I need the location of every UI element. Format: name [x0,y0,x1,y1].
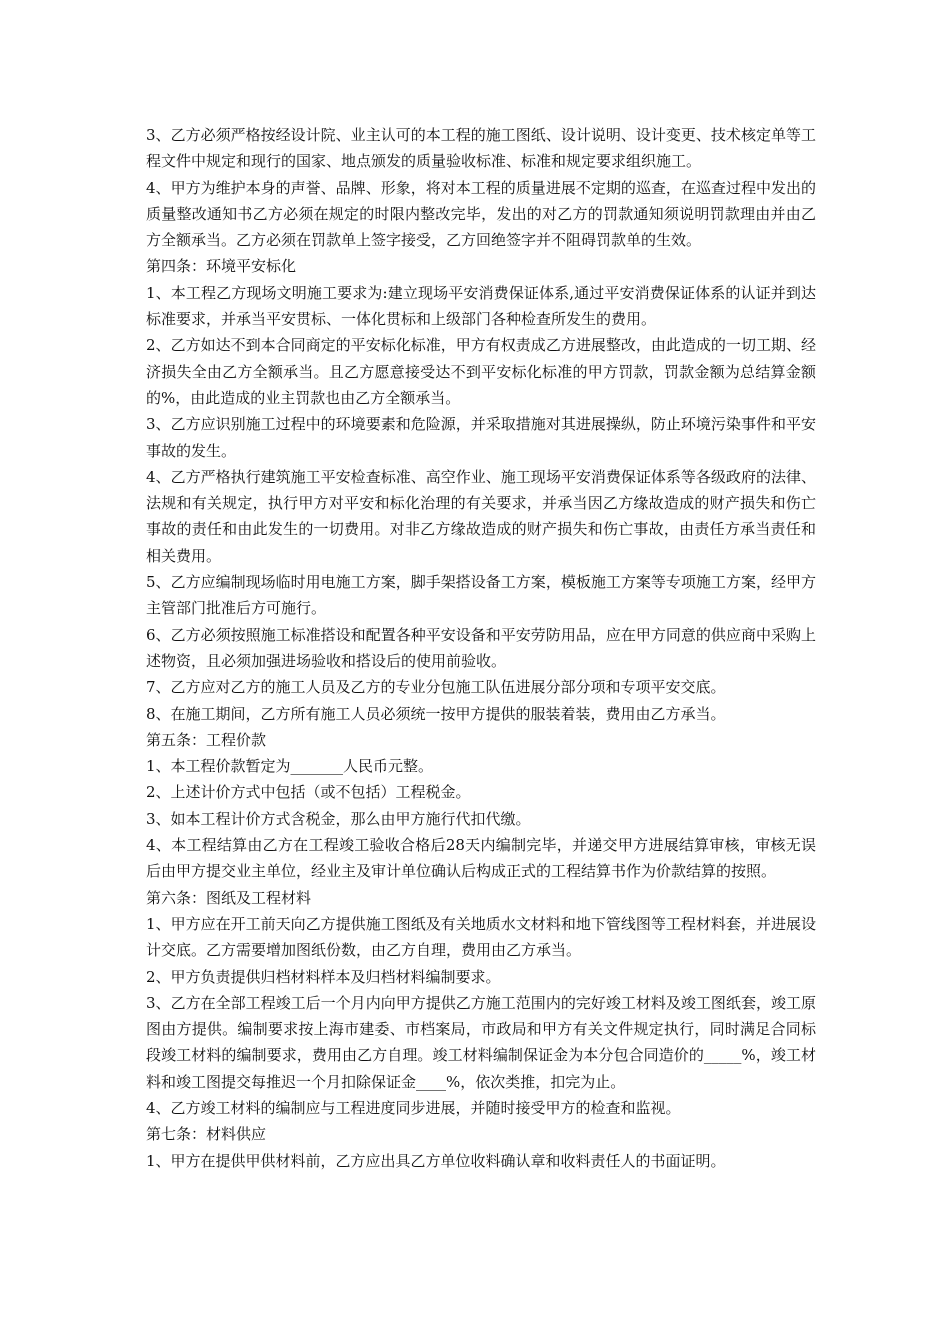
paragraph-clause-4-5: 5、乙方应编制现场临时用电施工方案，脚手架搭设备工方案，模板施工方案等专项施工方案，经甲方主管部门批准后方可施行。 [146,573,816,618]
paragraph-clause-4-2: 2、乙方如达不到本合同商定的平安标化标准，甲方有权责成乙方进展整改，由此造成的一切工期、经济损失全由乙方全额承当。且乙方愿意接受达不到平安标化标准的甲方罚款，罚款金额为总结算金额的%，由此造成的业主罚款也由乙方全额承当。 [146,336,816,407]
section-heading-article-4: 第四条：环境平安标化 [146,257,297,276]
paragraph-clause-5-2: 2、上述计价方式中包括（或不包括）工程税金。 [146,783,471,802]
paragraph-clause-3-1: 3、乙方必须严格按经设计院、业主认可的本工程的施工图纸、设计说明、设计变更、技术核定单等工程文件中规定和现行的国家、地点颁发的质量验收标准、标准和规定要求组织施工。 [146,126,816,171]
paragraph-clause-6-1: 1、甲方应在开工前天向乙方提供施工图纸及有关地质水文材料和地下管线图等工程材料套，并进展设计交底。乙方需要增加图纸份数，由乙方自理，费用由乙方承当。 [146,914,816,960]
section-heading-article-5: 第五条：工程价款 [146,730,267,749]
paragraph-clause-5-4: 4、本工程结算由乙方在工程竣工验收合格后28天内编制完毕，并递交甲方进展结算审核，审核无误后由甲方提交业主单位，经业主及审计单位确认后构成正式的工程结算书作为价款结算的按照。 [146,836,816,881]
paragraph-clause-4-6: 6、乙方必须按照施工标准搭设和配置各种平安设备和平安劳防用品，应在甲方同意的供应商中采购上述物资，且必须加强进场验收和搭设后的使用前验收。 [146,625,816,670]
paragraph-clause-6-2: 2、甲方负责提供归档材料样本及归档材料编制要求。 [146,967,501,986]
section-heading-article-7: 第七条：材料供应 [146,1125,267,1144]
paragraph-clause-4-3: 3、乙方应识别施工过程中的环境要素和危险源，并采取措施对其进展操纵，防止环境污染事件和平安事故的发生。 [146,415,816,460]
paragraph-clause-6-4: 4、乙方竣工材料的编制应与工程进度同步进展，并随时接受甲方的检查和监视。 [146,1098,681,1117]
paragraph-clause-3-4: 4、甲方为维护本身的声誉、品牌、形象，将对本工程的质量进展不定期的巡查，在巡查过程中发出的质量整改通知书乙方必须在规定的时限内整改完毕，发出的对乙方的罚款通知须说明罚款理由并由乙方全额承当。乙方必须在罚款单上签字接受，乙方回绝签字并不阻碍罚款单的生效。 [146,178,816,250]
paragraph-clause-4-1: 1、本工程乙方现场文明施工要求为:建立现场平安消费保证体系,通过平安消费保证体系的认证并到达标准要求，并承当平安贯标、一体化贯标和上级部门各种检查所发生的费用。 [146,283,816,329]
paragraph-clause-4-8: 8、在施工期间，乙方所有施工人员必须统一按甲方提供的服装着装，费用由乙方承当。 [146,704,726,723]
document-page [146,122,816,1174]
paragraph-clause-4-7: 7、乙方应对乙方的施工人员及乙方的专业分包施工队伍进展分部分项和专项平安交底。 [146,678,726,697]
paragraph-clause-5-1: 1、本工程价款暂定为_______人民币元整。 [146,757,434,776]
paragraph-clause-7-1: 1、甲方在提供甲供材料前，乙方应出具乙方单位收料确认章和收料责任人的书面证明。 [146,1151,726,1170]
paragraph-clause-4-4: 4、乙方严格执行建筑施工平安检查标准、高空作业、施工现场平安消费保证体系等各级政府的法律、法规和有关规定，执行甲方对平安和标化治理的有关要求，并承当因乙方缘故造成的财产损失和伤亡事故的责任和由此发生的一切费用。对非乙方缘故造成的财产损失和伤亡事故，由责任方承当责任和相关费用。 [146,467,816,565]
section-heading-article-6: 第六条：图纸及工程材料 [146,888,312,907]
paragraph-clause-5-3: 3、如本工程计价方式含税金，那么由甲方施行代扣代缴。 [146,809,531,828]
paragraph-clause-6-3: 3、乙方在全部工程竣工后一个月内向甲方提供乙方施工范围内的完好竣工材料及竣工图纸套，竣工原图由方提供。编制要求按上海市建委、市档案局，市政局和甲方有关文件规定执行，同时满足合同标段竣工材料的编制要求，费用由乙方自理。竣工材料编制保证金为本分包合同造价的_____%，竣工材料和竣工图提交每推迟一个月扣除保证金____%，依次类推，扣完为止。 [146,993,816,1091]
